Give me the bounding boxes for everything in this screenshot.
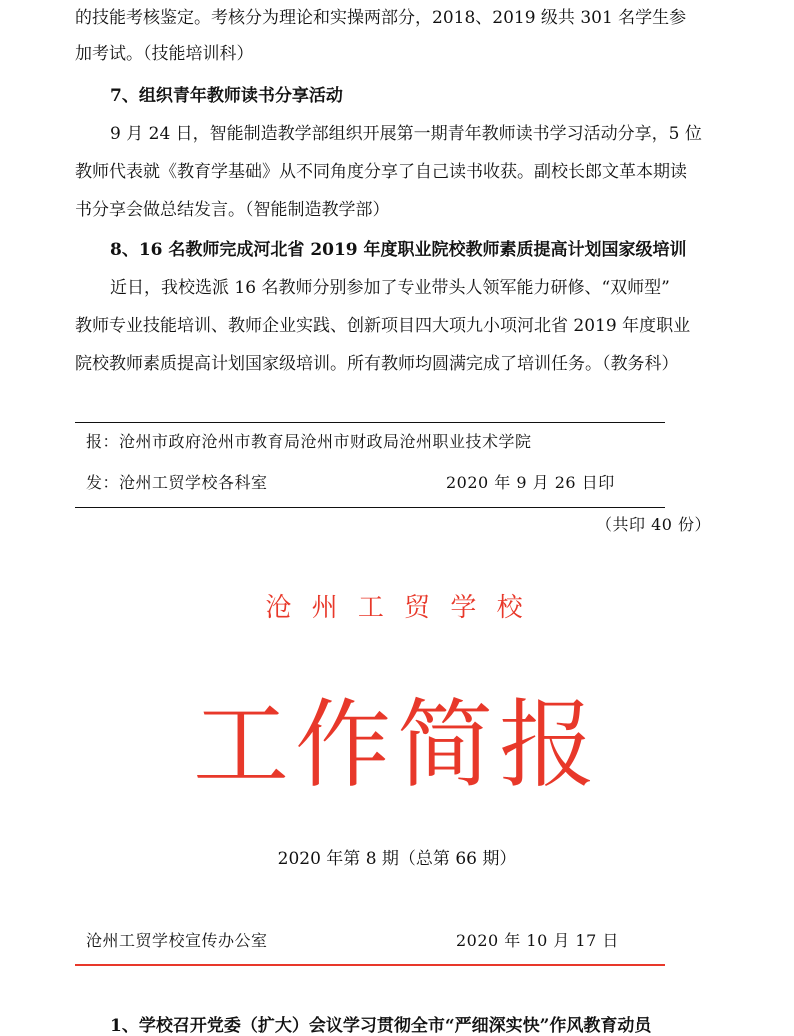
brief-title: 工作简报: [193, 689, 601, 801]
section-heading-8: 8、16 名教师完成河北省 2019 年度职业院校教师素质提高计划国家级培训: [110, 240, 687, 260]
copies-count: （共印 40 份）: [596, 515, 712, 534]
footer-bottom-rule: [75, 507, 665, 508]
header-red-rule: [75, 964, 665, 966]
body-line-9: 教师专业技能培训、教师企业实践、创新项目四大项九小项河北省 2019 年度职业: [75, 316, 691, 336]
issue-date: 2020 年 10 月 17 日: [456, 931, 619, 950]
issue-number: 2020 年第 8 期（总第 66 期）: [277, 849, 517, 869]
body-line-5: 教师代表就《教育学基础》从不同角度分享了自己读书收获。副校长郎文革本期读: [75, 162, 687, 182]
send-to: 发：沧州工贸学校各科室: [86, 473, 268, 492]
body-line-1: 的技能考核鉴定。考核分为理论和实操两部分，2018、2019 级共 301 名学生参: [75, 8, 687, 28]
section-heading-7: 7、组织青年教师读书分享活动: [110, 86, 343, 106]
school-name: 沧 州 工 贸 学 校: [265, 593, 529, 623]
body-line-8: 近日，我校选派 16 名教师分别参加了专业带头人领军能力研修、“双师型”: [110, 278, 670, 298]
report-to: 报：沧州市政府沧州市教育局沧州市财政局沧州职业技术学院: [86, 432, 532, 451]
footer-top-rule: [75, 422, 665, 423]
body-line-10: 院校教师素质提高计划国家级培训。所有教师均圆满完成了培训任务。（教务科）: [75, 354, 679, 374]
body-line-4: 9 月 24 日，智能制造教学部组织开展第一期青年教师读书学习活动分享，5 位: [110, 124, 702, 144]
body-line-6: 书分享会做总结发言。（智能制造教学部）: [75, 200, 390, 220]
body-line-2: 加考试。（技能培训科）: [75, 44, 254, 64]
print-date: 2020 年 9 月 26 日印: [446, 473, 615, 492]
issuing-office: 沧州工贸学校宣传办公室: [86, 931, 268, 950]
first-item-heading: 1、学校召开党委（扩大）会议学习贯彻全市“严细深实快”作风教育动员: [110, 1016, 652, 1036]
